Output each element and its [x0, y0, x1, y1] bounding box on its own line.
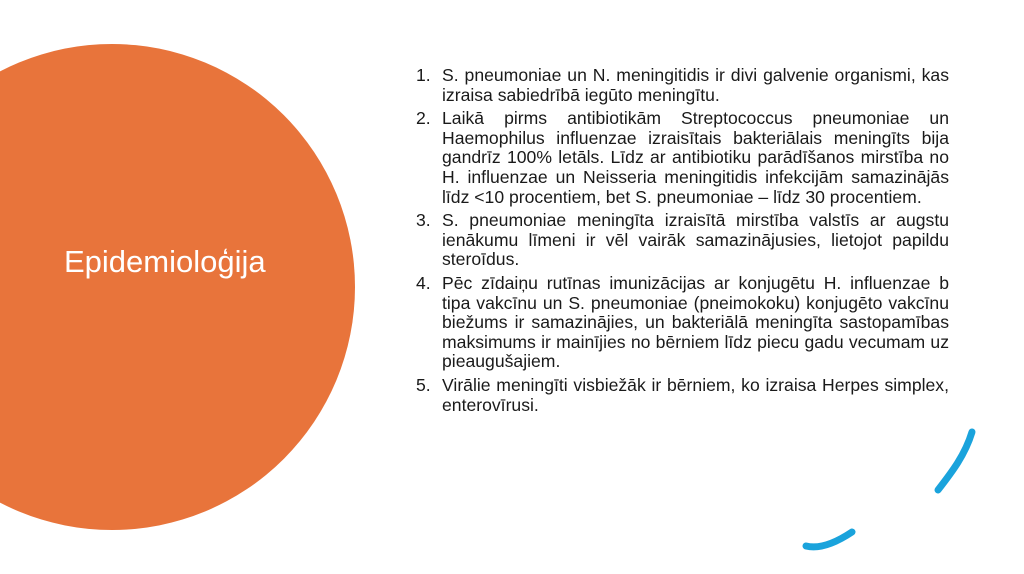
list-item-number: 1. [416, 65, 431, 85]
list-item-number: 3. [416, 210, 431, 231]
list-item [416, 274, 949, 372]
accent-stroke-vertical [938, 432, 972, 490]
list-item-text: Pēc zīdaiņu rutīnas imunizācijas ar konjugētu H. influenzae b tipa vakcīnu un S. pneumoniae (pneimokoku) konjugēto vakcīnu biežums ir samazinājies, un bakteriālā meningīta sastopamības maksimums ir mainījies no bērniem līdz piecu gadu vecumam uz pieaugušajiem. [442, 272, 949, 372]
slide-title: Epidemioloģija [64, 244, 266, 279]
list-item [416, 109, 949, 207]
list-item-number: 4. [416, 272, 431, 293]
list-item [416, 66, 949, 105]
list-item [416, 211, 949, 270]
list-item-text: Laikā pirms antibiotikām Streptococcus pneumoniae un Haemophilus influenzae izraisītais bakteriālais meningīts bija gandrīz 100% letāls. Līdz ar antibiotiku parādīšanos mirstība no H. influenzae un Neisseria meningitidis infekcijām samazinājās līdz <10 procentiem, bet S. pneumoniae – līdz 30 procentiem. [442, 108, 949, 207]
accent-stroke-horizontal [806, 532, 852, 547]
list-item-number: 2. [416, 108, 431, 129]
list-item-number: 5. [416, 374, 431, 395]
list-item-text: Virālie meningīti visbiežāk ir bērniem, ko izraisa Herpes simplex, enterovīrusi. [442, 374, 949, 415]
accent-circle [0, 44, 355, 530]
numbered-list [416, 66, 949, 419]
list-item [416, 376, 949, 415]
list-item-text: S. pneumoniae un N. meningitidis ir divi galvenie organismi, kas izraisa sabiedrībā iegūto meningītu. [442, 65, 949, 105]
list-item-text: S. pneumoniae meningīta izraisītā mirstība valstīs ar augstu ienākumu līmeni ir vēl vairāk samazinājusies, lietojot papildu steroīdus. [442, 210, 949, 270]
